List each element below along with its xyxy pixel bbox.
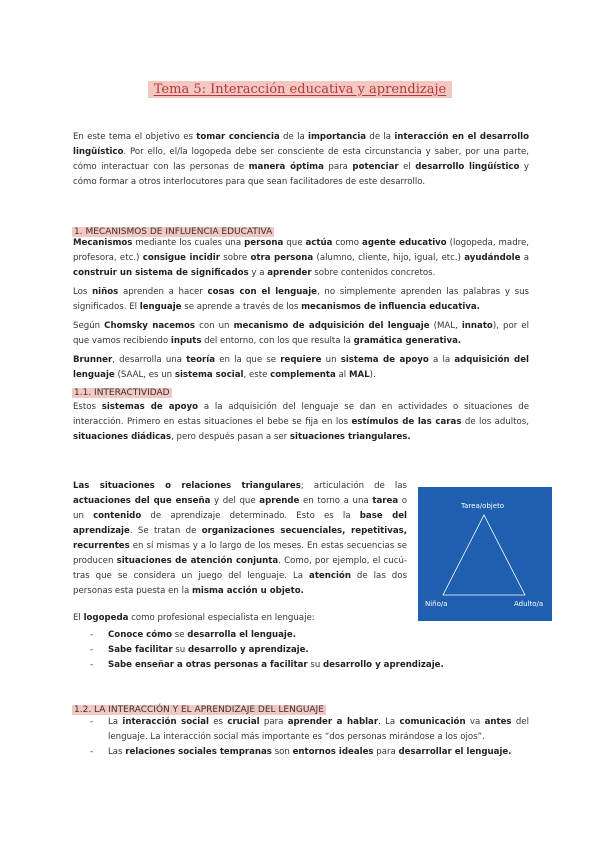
section-1-heading: 1. MECANISMOS DE INFLUENCIA EDUCATIVA: [74, 227, 273, 237]
section-1-2-list-wrap: [73, 715, 529, 760]
dash-marker: -: [90, 660, 94, 670]
list-item: [73, 745, 529, 760]
bold-text: situaciones triangulares.: [289, 432, 411, 442]
bold-text: aprender a hablar: [287, 717, 379, 727]
bold-text: gramática generativa.: [353, 336, 462, 346]
bold-text: teoría: [186, 355, 216, 365]
bold-text: logopeda: [83, 613, 129, 623]
bold-text: Sabe enseñar a otras personas a facilitar: [108, 660, 308, 670]
section-1-1-heading-wrap: [72, 380, 172, 399]
bold-text: ayudándole: [464, 253, 521, 263]
bold-text: atención: [309, 571, 351, 581]
list-item-text: Sabe enseñar a otras personas a facilitar su desarrollo y aprendizaje.: [108, 660, 444, 670]
bold-text: cosas con el lenguaje: [207, 287, 317, 297]
list-item-text: Sabe facilitar su desarrollo y aprendizaje.: [108, 645, 309, 655]
bold-text: adquisición del lenguaje: [73, 355, 529, 380]
bold-text: situaciones de atención conjunta: [116, 556, 279, 566]
diagram-label-child: Niño/a: [425, 600, 448, 608]
page-title: Tema 5: Interacción educativa y aprendizaje: [148, 81, 452, 98]
logopeda-list-wrap: [73, 628, 529, 673]
list-item-text: Conoce cómo se desarrolla el lenguaje.: [108, 630, 296, 640]
section-1-body: [73, 236, 529, 387]
bold-text: tarea: [372, 496, 399, 506]
bold-text: Mecanismos: [73, 238, 133, 248]
bold-text: complementa: [270, 370, 336, 380]
bold-text: entornos ideales: [292, 747, 374, 757]
intro-paragraph: En este tema el objetivo es tomar conciencia de la importancia de la interacción en el desarrollo lingüístico. Por ello, el/la logopeda debe ser consciente de esta circunstancia y saber, por una parte, cómo interactuar con las personas de manera óptima para potenciar el desarrollo lingüístico y cómo formar a otros interlocutores para que sean facilitadores de este desarrollo.: [73, 132, 529, 187]
section-1-2-list: [73, 715, 529, 760]
dash-marker: -: [90, 645, 94, 655]
section-1-2-heading: 1.2. LA INTERACCIÓN Y EL APRENDIZAJE DEL LENGUAJE: [74, 705, 324, 715]
bold-text: misma acción u objeto.: [191, 586, 304, 596]
title-wrap: [0, 78, 600, 98]
list-item: [73, 658, 529, 673]
bold-text: MAL: [348, 370, 370, 380]
bold-text: contenido: [93, 511, 142, 521]
list-item-text: Las relaciones sociales tempranas son entornos ideales para desarrollar el lenguaje.: [108, 747, 512, 757]
triangle-shape: [443, 515, 525, 595]
section-1-paragraph-3: Según Chomsky nacemos con un mecanismo de adquisición del lenguaje (MAL, innato), por el que vamos recibiendo inputs del entorno, con los que resulta la gramática generativa.: [73, 321, 529, 346]
section-1-paragraph-4: Brunner, desarrolla una teoría en la que se requiere un sistema de apoyo a la adquisición del lenguaje (SAAL, es un sistema social, este complementa al MAL).: [73, 355, 529, 380]
triangular-paragraph: Las situaciones o relaciones triangulares; articulación de las actuaciones del que enseña y del que aprende en torno a una tarea o un contenido de aprendizaje determinado. Esto es la base del aprendizaje. Se tratan de organizaciones secuenciales, repetitivas, recurrentes en sí mismas y a lo largo de los meses. En estas secuencias se producen situaciones de atención conjunta. Como, por ejemplo, el cucú-tras que se considera un juego del lenguaje. La atención de las dos personas esta puesta en la misma acción u objeto.: [73, 481, 408, 596]
bold-text: actuaciones del que enseña: [73, 496, 211, 506]
bold-text: crucial: [227, 717, 260, 727]
bold-text: Conoce cómo: [108, 630, 173, 640]
bold-text: lenguaje: [139, 302, 182, 312]
section-1-paragraph-2: Los niños aprenden a hacer cosas con el lenguaje, no simplemente aprenden las palabras y sus significados. El lenguaje se aprende a través de los mecanismos de influencia educativa.: [73, 287, 529, 312]
logopeda-intro: El logopeda como profesional especialista en lenguaje:: [73, 613, 315, 623]
bold-text: relaciones sociales tempranas: [125, 747, 272, 757]
bold-text: aprender: [267, 268, 312, 278]
list-item: [73, 643, 529, 658]
bold-text: construir un sistema de significados: [73, 268, 249, 278]
bold-text: Las situaciones o relaciones triangulares: [73, 481, 301, 491]
bold-text: interacción en el desarrollo lingüístico: [73, 132, 529, 157]
bold-text: requiere: [280, 355, 322, 365]
section-1-1-heading: 1.1. INTERACTIVIDAD: [74, 388, 170, 398]
bold-text: potenciar: [352, 162, 399, 172]
triangle-diagram: [418, 487, 552, 621]
section-1-paragraph-1: Mecanismos mediante los cuales una persona que actúa como agente educativo (logopeda, madre, profesora, etc.) consigue incidir sobre otra persona (alumno, cliente, hijo, igual, etc.) ayudándole a construir un sistema de significados y a aprender sobre contenidos concretos.: [73, 238, 530, 278]
bold-text: aprende: [259, 496, 300, 506]
list-item: [73, 628, 529, 643]
bold-text: Brunner: [73, 355, 113, 365]
bold-text: desarrollo lingüístico: [415, 162, 520, 172]
bold-text: agente educativo: [362, 238, 447, 248]
bold-text: desarrollo y aprendizaje.: [323, 660, 444, 670]
bold-text: otra persona: [250, 253, 314, 263]
dash-marker: -: [90, 747, 94, 757]
bold-text: organizaciones secuenciales, repetitivas, recurrentes: [73, 526, 407, 551]
bold-text: Chomsky nacemos: [104, 321, 196, 331]
bold-text: importancia: [308, 132, 367, 142]
bold-text: desarrolla el lenguaje.: [187, 630, 296, 640]
diagram-label-adult: Adulto/a: [514, 600, 544, 608]
bold-text: desarrollo y aprendizaje.: [187, 645, 309, 655]
bold-text: desarrollar el lenguaje.: [398, 747, 512, 757]
list-item: [73, 715, 529, 745]
bold-text: base del aprendizaje: [73, 511, 407, 536]
bold-text: estímulos de las caras: [351, 417, 462, 427]
bold-text: sistemas de apoyo: [101, 402, 199, 412]
logopeda-list: [73, 628, 529, 673]
bold-text: mecanismos de influencia educativa.: [301, 302, 480, 312]
dash-marker: -: [90, 717, 94, 727]
bold-text: interacción social: [122, 717, 209, 727]
section-1-2-heading-wrap: [72, 697, 326, 716]
diagram-label-task: Tarea/objeto: [461, 502, 505, 510]
section-1-1-paragraph: Estos sistemas de apoyo a la adquisición del lenguaje se dan en actividades o situaciones de interacción. Primero en estas situaciones el bebe se fija en los estímulos de las caras de los adultos, situaciones diádicas, pero después pasan a ser situaciones triangulares.: [73, 402, 529, 442]
bold-text: sistema social: [174, 370, 244, 380]
bold-text: situaciones diádicas: [73, 432, 172, 442]
bold-text: persona: [244, 238, 284, 248]
bold-text: sistema de apoyo: [340, 355, 429, 365]
bold-text: niños: [92, 287, 119, 297]
bold-text: actúa: [305, 238, 333, 248]
bold-text: tomar conciencia: [196, 132, 280, 142]
bold-text: mecanismo de adquisición del lenguaje: [233, 321, 430, 331]
bold-text: manera óptima: [248, 162, 324, 172]
bold-text: comunicación: [399, 717, 466, 727]
dash-marker: -: [90, 630, 94, 640]
bold-text: consigue incidir: [142, 253, 220, 263]
bold-text: inputs: [170, 336, 202, 346]
list-item-text: La interacción social es crucial para aprender a hablar. La comunicación va antes del lenguaje. La interacción social más importante es “dos personas mirándose a los ojos”.: [108, 717, 529, 742]
bold-text: antes: [484, 717, 512, 727]
bold-text: Sabe facilitar: [108, 645, 173, 655]
bold-text: innato: [461, 321, 493, 331]
